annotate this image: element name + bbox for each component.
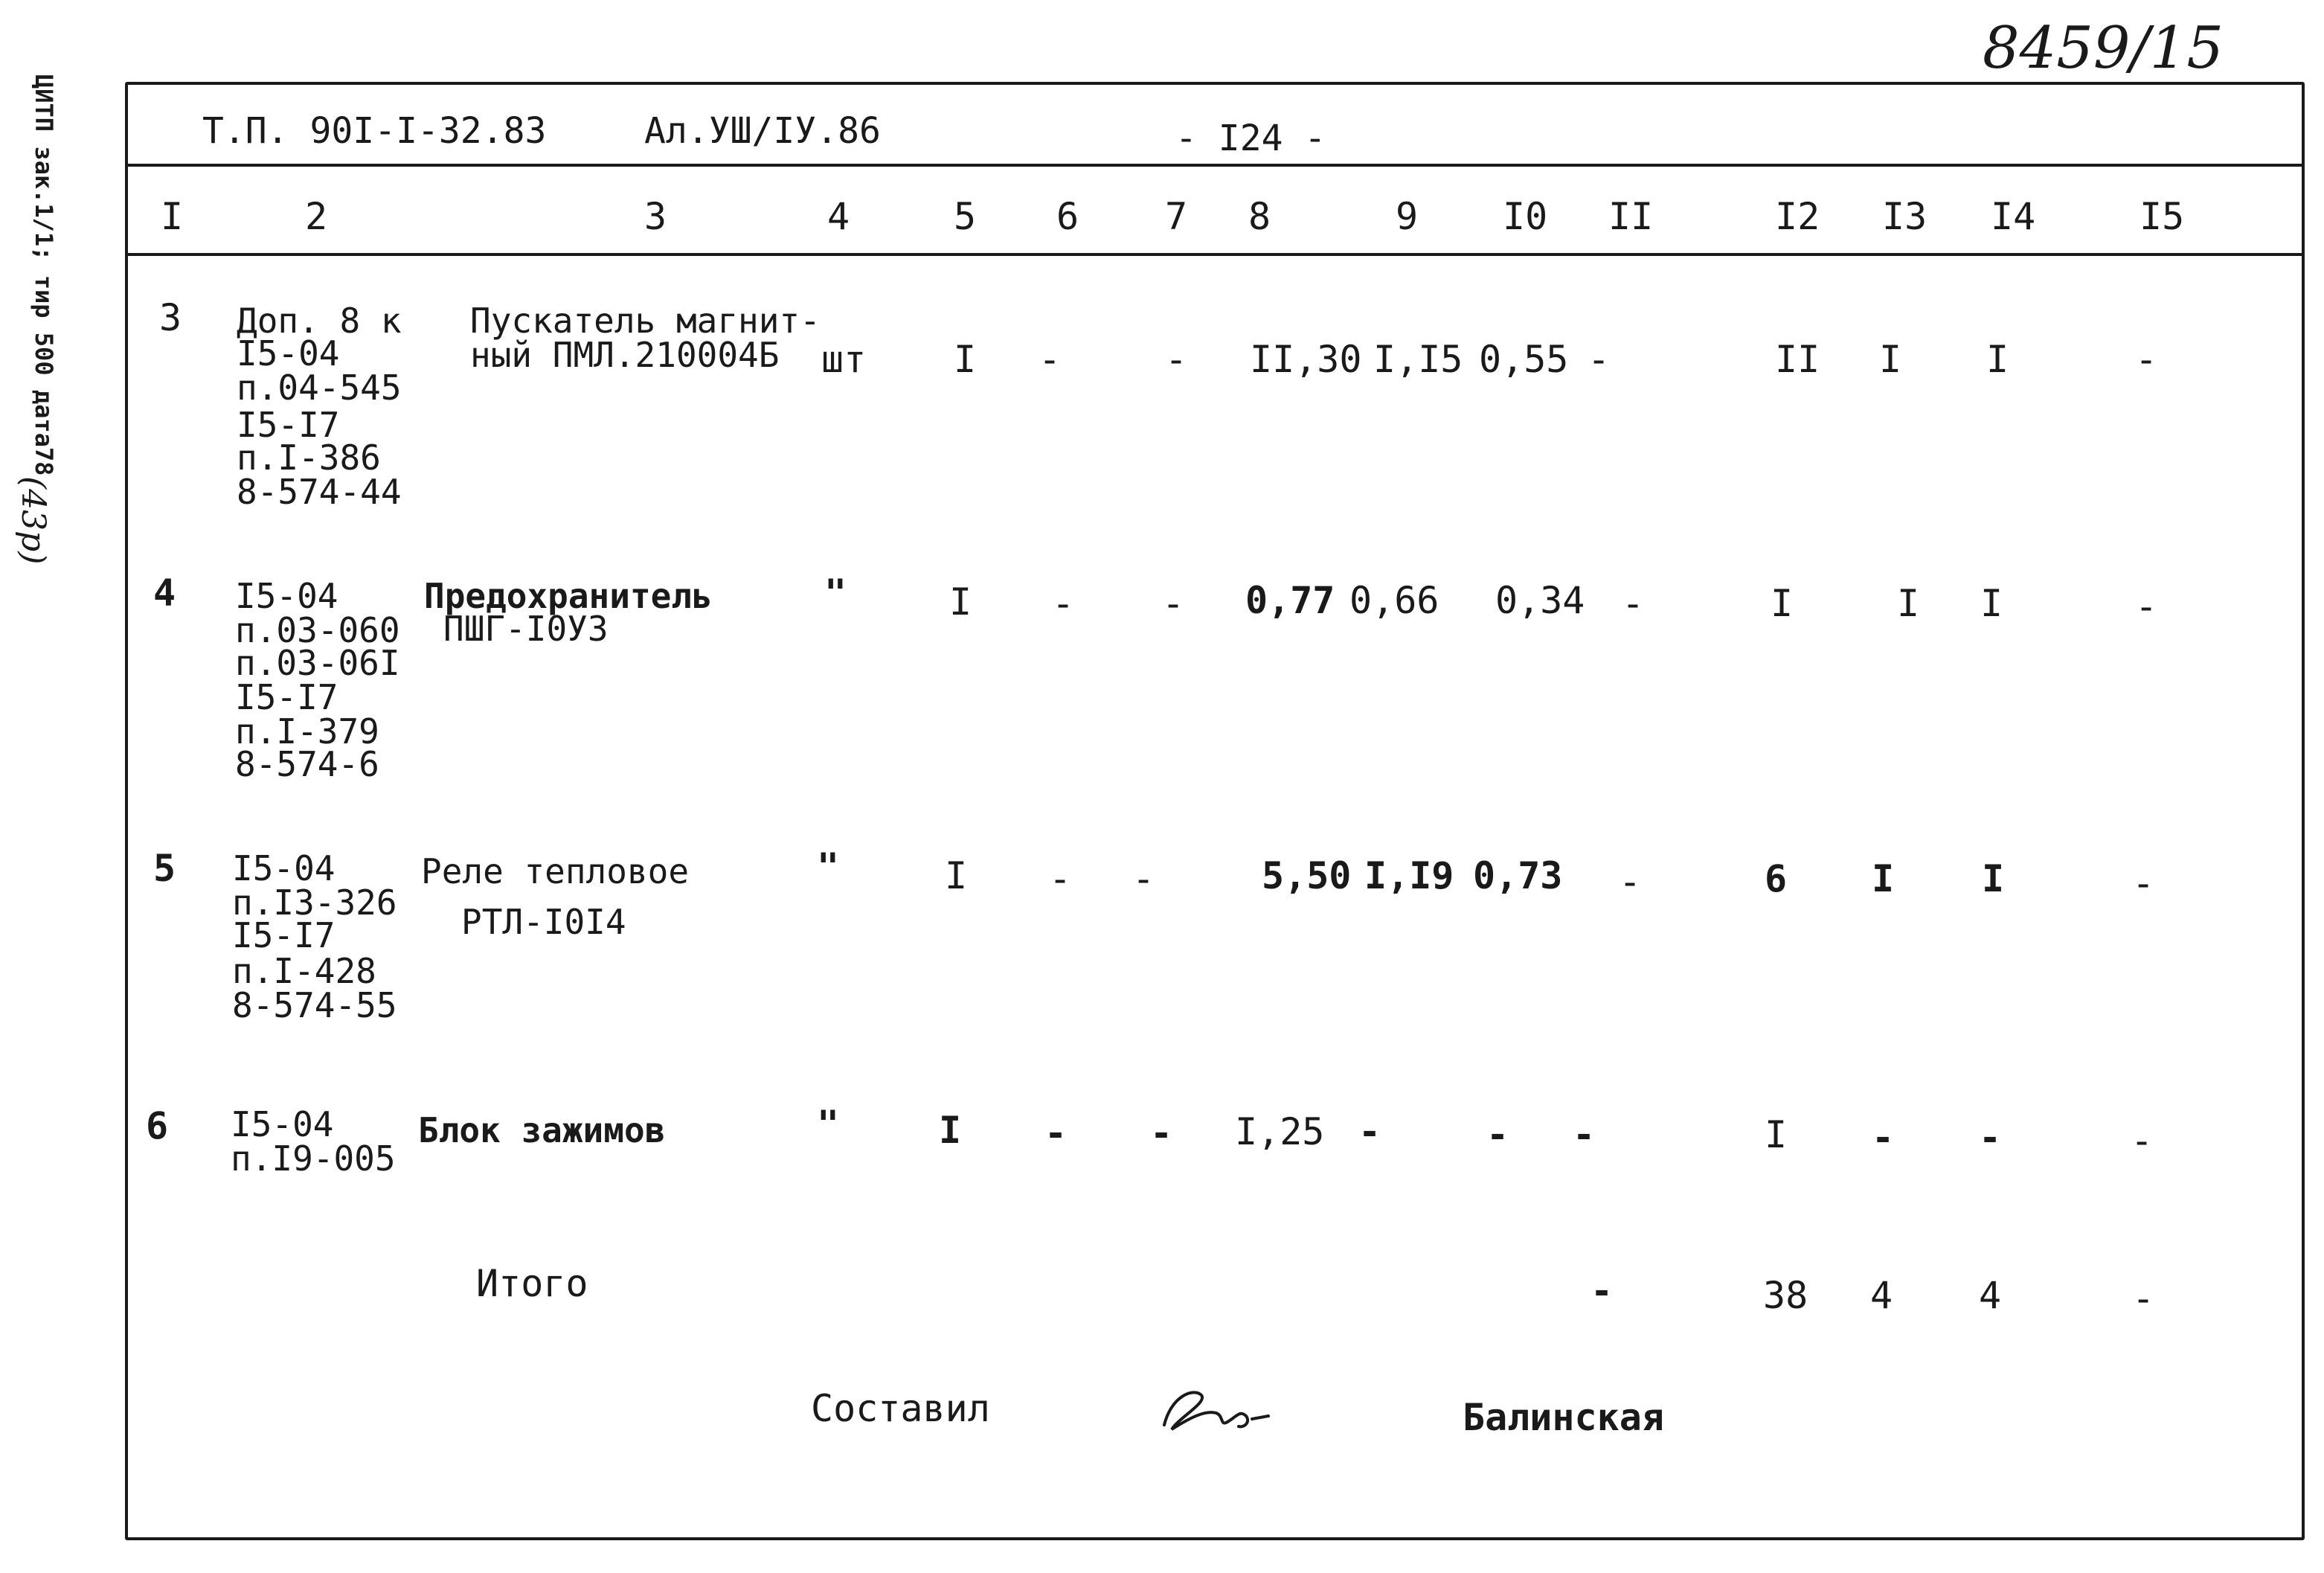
unit: " (817, 1103, 840, 1146)
row-number: 3 (159, 296, 182, 339)
signature (1149, 1380, 1283, 1440)
cell-13: - (1872, 1116, 1895, 1159)
cell-8: 0,77 (1245, 579, 1335, 622)
cell-15: - (2132, 862, 2155, 905)
unit: шт (821, 338, 867, 381)
total-cell-14: 4 (1979, 1274, 2002, 1317)
reference: I5-I7 (237, 405, 340, 445)
column-header: 9 (1396, 195, 1419, 238)
cell-7: - (1132, 857, 1155, 900)
column-header: 7 (1165, 195, 1188, 238)
cell-6: - (1044, 1112, 1068, 1155)
total-cell-12: 38 (1763, 1274, 1808, 1317)
item-name: Предохранитель (424, 576, 713, 616)
cell-8: 5,50 (1262, 854, 1352, 897)
cell-14: - (1979, 1116, 2002, 1159)
reference: п.I3-326 (232, 882, 397, 923)
margin-print-note: ЦИТП зак.1/1; тир 500 дата78 (30, 74, 58, 476)
cell-9: I,I5 (1373, 338, 1463, 381)
cell-11: - (1622, 582, 1645, 625)
cell-8: I,25 (1235, 1110, 1325, 1153)
reference: I5-04 (231, 1104, 334, 1144)
cell-15: - (2135, 585, 2158, 628)
margin-handwritten-note: (43р) (14, 476, 52, 565)
column-header-divider (128, 253, 2302, 256)
cell-15: - (2131, 1119, 2154, 1162)
reference: I5-04 (237, 333, 340, 374)
cell-14: I (1986, 338, 2009, 381)
cell-12: I (1771, 582, 1794, 625)
cell-7: - (1162, 582, 1185, 625)
page-number: - I24 - (1175, 118, 1326, 159)
reference: п.03-060 (235, 610, 400, 650)
column-header: 3 (644, 195, 667, 238)
cell-14: I (1982, 857, 2005, 900)
cell-9: 0,66 (1349, 579, 1439, 622)
cell-5: I (949, 580, 972, 624)
cell-15: - (2135, 338, 2158, 381)
column-header: 8 (1248, 195, 1271, 238)
archive-number: 8459/15 (1983, 15, 2224, 82)
item-name: ПШГ-I0У3 (443, 609, 609, 649)
header-divider (128, 164, 2302, 167)
album-code: Ал.УШ/IУ.86 (644, 110, 881, 152)
cell-11: - (1588, 338, 1611, 381)
cell-11: - (1573, 1113, 1596, 1156)
total-cell-15: - (2132, 1277, 2155, 1320)
total-label: Итого (476, 1262, 588, 1305)
reference: I5-04 (232, 848, 336, 888)
cell-6: - (1039, 338, 1062, 381)
project-code: Т.П. 90I-I-32.83 (202, 110, 547, 152)
cell-5: I (939, 1109, 962, 1152)
item-name: Реле тепловое (421, 851, 690, 891)
item-name: Пускатель магнит- (470, 301, 821, 341)
column-header: I (161, 195, 184, 238)
reference: I5-I7 (235, 677, 338, 717)
reference: п.I9-005 (231, 1138, 396, 1179)
column-header: I0 (1503, 195, 1548, 238)
reference: I5-04 (235, 576, 338, 616)
compiled-by-label: Составил (811, 1387, 990, 1430)
cell-14: I (1980, 582, 2003, 625)
cell-9: - (1358, 1110, 1381, 1153)
cell-10: - (1486, 1113, 1509, 1156)
item-name: ный ПМЛ.210004Б (470, 335, 780, 375)
cell-13: I (1879, 338, 1902, 381)
cell-7: - (1165, 338, 1188, 381)
cell-6: - (1052, 582, 1075, 625)
column-header: 4 (827, 195, 850, 238)
column-header: II (1608, 195, 1654, 238)
reference: 8-574-55 (232, 985, 397, 1025)
cell-10: 0,55 (1479, 338, 1569, 381)
item-name: РТЛ-I0I4 (461, 902, 626, 942)
cell-5: I (954, 338, 977, 381)
cell-9: I,I9 (1364, 854, 1454, 897)
row-number: 5 (153, 847, 176, 890)
cell-13: I (1897, 582, 1920, 625)
cell-7: - (1150, 1112, 1173, 1155)
column-header: 6 (1056, 195, 1079, 238)
total-cell-13: 4 (1870, 1274, 1893, 1317)
cell-6: - (1049, 857, 1072, 900)
row-number: 6 (146, 1104, 169, 1147)
reference: п.I-428 (232, 951, 376, 991)
reference: п.I-386 (237, 438, 381, 478)
compiled-by-name: Балинская (1463, 1396, 1664, 1439)
cell-5: I (945, 854, 968, 897)
reference: п.04-545 (237, 368, 402, 408)
column-header: I4 (1991, 195, 2036, 238)
reference: Доп. 8 к (237, 301, 402, 341)
unit: " (824, 571, 847, 615)
table-frame (125, 82, 2305, 1540)
cell-12: 6 (1765, 857, 1788, 900)
column-header: I3 (1882, 195, 1927, 238)
column-header: I5 (2140, 195, 2185, 238)
unit: " (817, 845, 840, 888)
cell-12: II (1775, 338, 1820, 381)
reference: п.03-06I (235, 643, 400, 683)
reference: п.I-379 (235, 711, 379, 752)
cell-10: 0,73 (1473, 854, 1563, 897)
cell-11: - (1619, 860, 1642, 903)
column-header: 2 (305, 195, 328, 238)
row-number: 4 (153, 571, 176, 615)
column-header: I2 (1775, 195, 1820, 238)
reference: 8-574-6 (235, 744, 379, 784)
reference: 8-574-44 (237, 472, 402, 512)
column-header: 5 (954, 195, 977, 238)
cell-13: I (1872, 857, 1895, 900)
reference: I5-I7 (232, 915, 336, 955)
cell-12: I (1765, 1113, 1788, 1156)
cell-10: 0,34 (1495, 579, 1585, 622)
cell-8: II,30 (1250, 338, 1362, 381)
total-cell-11: - (1590, 1269, 1614, 1313)
item-name: Блок зажимов (418, 1110, 666, 1150)
